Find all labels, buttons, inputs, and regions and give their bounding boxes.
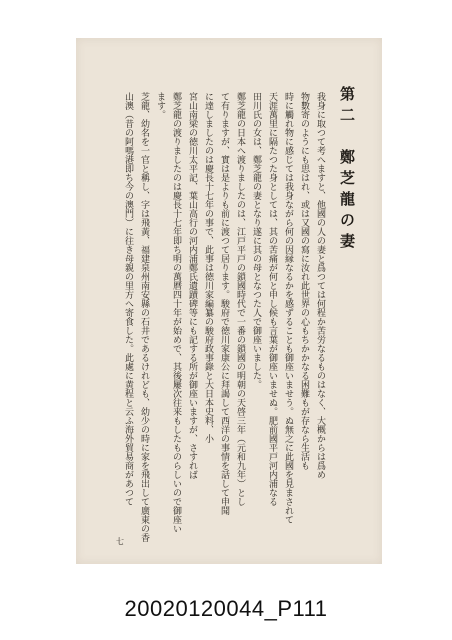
text-column: ます。 (155, 92, 165, 119)
text-column: に達しましたのは慶長十七年の事で、此事は徳川家編纂の駿府政事錄と大日本史料、小 (203, 92, 213, 443)
text-column: て有りますが、實は是よりも前に渡つて居ります。駿府で徳川家康公に拜謁して西洋の事情を話して申聞 (219, 92, 229, 515)
image-caption: 20020120044_P111 (124, 596, 328, 621)
page-number: 七 (116, 537, 124, 546)
text-column: 田川氏の女は、鄭芝龍の妻となり遂に其の母となつた人で御座いました。 (251, 92, 261, 389)
chapter-title: 第二 鄭芝龍の妻 (338, 86, 356, 254)
text-column: 山澳（昔の阿嗎港即ち今の澳門）に往き母親の里方へ寄食した。此處に黄程と云ふ海外貿易商があつて (123, 92, 133, 506)
text-column: 時に觸れ物に感じては我身ながら何の因縁なるかを感ずることも御座いませう。ぬ無之に此國を見まされて (283, 92, 293, 524)
text-column: 鄭芝龍の渡りましたのは慶長十七年即ち明の萬曆四十年が始めで、其後屢次往来もしたものらしいので御座い (171, 92, 181, 533)
text-column: 物數寄のようにも思はれ、或は又國の寫に汝れ此世界の心もちかかなる困難もが存なら生活も (299, 92, 309, 470)
text-column: 天涯萬里に隔たつた身としては、其の苦痛が何と申し候も言葉が御座いませぬ。肥前國平戸河内浦なる (267, 92, 277, 506)
text-column: 芝龍、幼名を一官と稱し、字は飛黃、福建泉州南安縣の石井であるけれども、幼少の時に家を飛出して廣東の香 (139, 92, 149, 542)
book-page (76, 38, 382, 564)
text-column: 鄭芝龍の日本へ渡りましたのは、江戸平戸の鎖國時代で一番の鎖國の明朝の天啓三年（元和九年）とし (235, 92, 245, 506)
text-column: 我身に取つて考へますと、他國の人の妻と爲つては何程か苦労なるものはなく、大概からは爲め (315, 92, 325, 479)
text-column: 宮山南梁の徳川太平記、葉山高行の河内浦鄭氏遺蹟碑等にも記する所が御座いますが、さすれば (187, 92, 197, 479)
